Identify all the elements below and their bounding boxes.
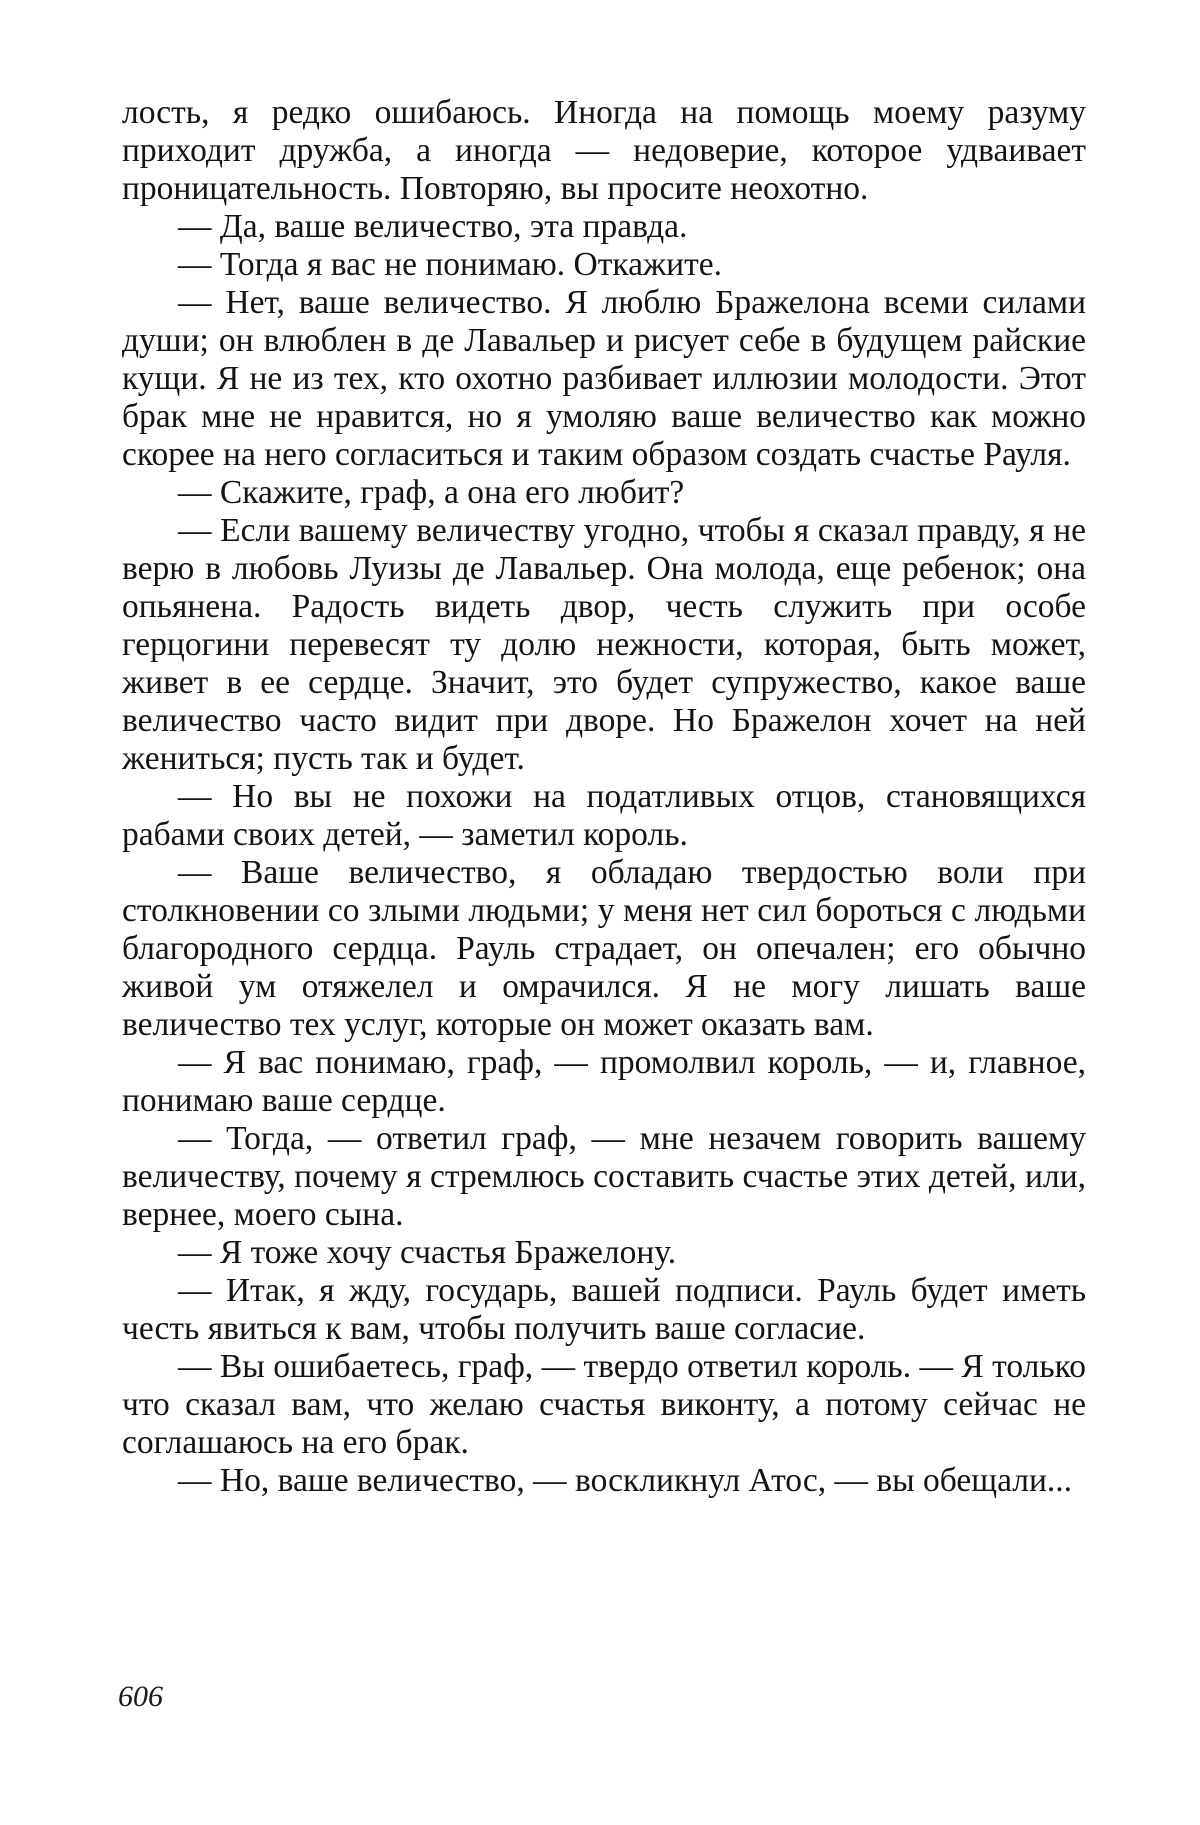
body-text: [122, 94, 1086, 1500]
paragraph: — Да, ваше величество, эта правда.: [178, 208, 688, 245]
paragraph: — Но, ваше величество, — воскликнул Атос, — вы обещали...: [178, 1462, 1072, 1499]
paragraph: — Скажите, граф, а она его любит?: [178, 474, 685, 511]
paragraph: — Вы ошибаетесь, граф, — твердо ответил король. — Я только что сказал вам, что желаю счастья виконту, а потому сейчас не соглашаюсь на его брак.: [122, 1348, 1086, 1461]
page-number: 606: [118, 1680, 163, 1713]
paragraph: — Тогда, — ответил граф, — мне незачем говорить вашему величеству, почему я стремлюсь составить счастье этих детей, или, вернее, моего сына.: [122, 1120, 1086, 1233]
paragraph: — Я тоже хочу счастья Бражелону.: [178, 1234, 677, 1271]
paragraph: — Если вашему величеству угодно, чтобы я сказал правду, я не верю в любовь Луизы де Лавальер. Она молода, еще ребенок; она опьянена. Радость видеть двор, честь служить при особе герцогини перевесят ту долю нежности, которая, быть может, живет в ее сердце. Значит, это будет супружество, какое ваше величество часто видит при дворе. Но Бражелон хочет на ней жениться; пусть так и будет.: [122, 512, 1086, 777]
paragraph: — Нет, ваше величество. Я люблю Бражелона всеми силами души; он влюблен в де Лавальер и рисует себе в будущем райские кущи. Я не из тех, кто охотно разбивает иллюзии молодости. Этот брак мне не нравится, но я умоляю ваше величество как можно скорее на него согласиться и таким образом создать счастье Рауля.: [122, 284, 1086, 473]
paragraph: — Тогда я вас не понимаю. Откажите.: [178, 246, 722, 283]
paragraph: — Я вас понимаю, граф, — промолвил король, — и, главное, понимаю ваше сердце.: [122, 1044, 1086, 1119]
paragraph: — Но вы не похожи на податливых отцов, становящихся рабами своих детей, — заметил король.: [122, 778, 1086, 853]
paragraph: — Итак, я жду, государь, вашей подписи. Рауль будет иметь честь явиться к вам, чтобы получить ваше согласие.: [122, 1272, 1086, 1347]
paragraph: лость, я редко ошибаюсь. Иногда на помощь моему разуму приходит дружба, а иногда — недоверие, которое удваивает проницательность. Повторяю, вы просите неохотно.: [122, 94, 1086, 207]
paragraph: — Ваше величество, я обладаю твердостью воли при столкновении со злыми людьми; у меня нет сил бороться с людьми благородного сердца. Рауль страдает, он опечален; его обычно живой ум отяжелел и омрачился. Я не могу лишать ваше величество тех услуг, которые он может оказать вам.: [122, 854, 1086, 1043]
